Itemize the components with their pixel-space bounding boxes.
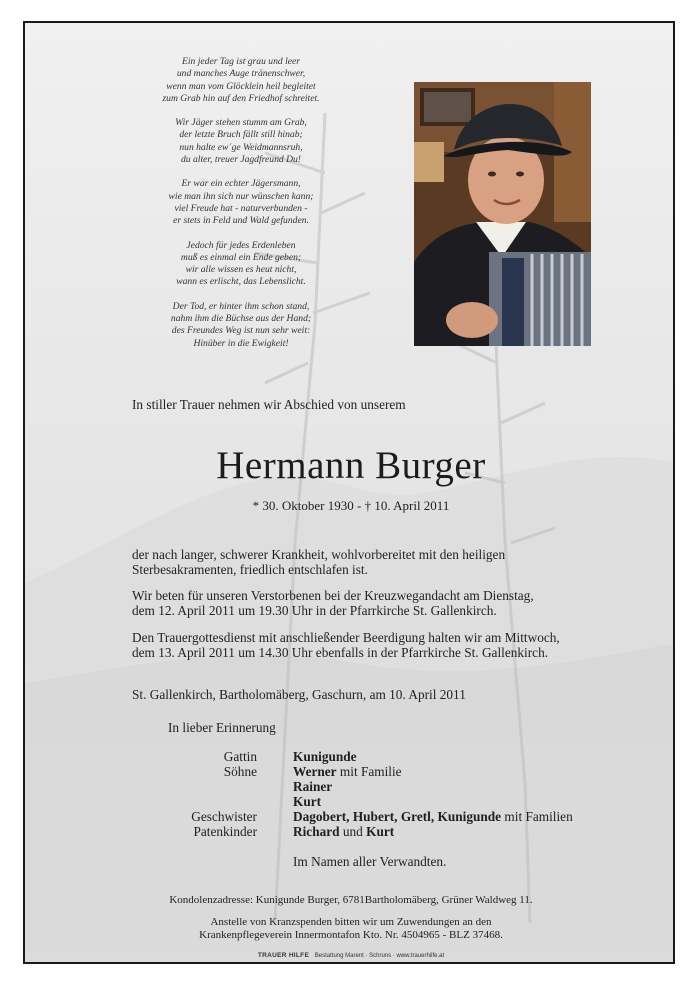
poem-line: Ein jeder Tag ist grau und leer xyxy=(182,56,300,67)
intro-text: In stiller Trauer nehmen wir Abschied von unserem xyxy=(132,397,406,412)
relative-label-siblings: Geschwister xyxy=(191,809,257,824)
relative-label-sons: Söhne xyxy=(223,764,257,779)
poem-line: wir alle wissen es heut nicht, xyxy=(185,264,297,276)
obituary-card xyxy=(23,21,675,964)
poem-line: Wir Jäger stehen stumm am Grab, xyxy=(175,117,307,129)
place-and-date: St. Gallenkirch, Bartholomäberg, Gaschurn, am 10. April 2011 xyxy=(132,687,466,702)
paragraph-line: dem 13. April 2011 um 14.30 Uhr ebenfalls in der Pfarrkirche St. Gallenkirch. xyxy=(132,645,549,660)
paragraph-line: Sterbesakramenten, friedlich entschlafen ist. xyxy=(132,562,368,577)
poem-line: Jedoch für jedes Erdenleben xyxy=(186,239,296,251)
relative-label-godchildren: Patenkinder xyxy=(193,824,257,839)
poem-line: Der Tod, er hinter ihm schon stand, xyxy=(172,300,310,312)
poem-line: und manches Auge tränenschwer, xyxy=(176,68,306,80)
poem-line: wie man ihn sich nur wünschen kann; xyxy=(168,190,314,202)
poem-line: Er war ein echter Jägersmann, xyxy=(181,178,301,190)
name-bold: Kurt xyxy=(293,794,322,809)
name-suffix: mit Familien xyxy=(501,809,573,824)
deceased-name: Hermann Burger xyxy=(216,444,486,487)
poem xyxy=(131,56,351,362)
poem-stanza xyxy=(131,301,351,350)
poem-stanza xyxy=(131,56,351,105)
memory-heading: In lieber Erinnerung xyxy=(168,720,276,735)
relative-name-son xyxy=(293,764,402,780)
condolence-address: Kondolenzadresse: Kunigunde Burger, 6781Bartholomäberg, Grüner Waldweg 11. xyxy=(169,894,533,906)
poem-line: viel Freude hat - naturverbunden - xyxy=(174,202,308,214)
closing-line: Im Namen aller Verwandten. xyxy=(293,854,447,869)
poem-line: Hinüber in die Ewigkeit! xyxy=(193,337,289,349)
name-bold: Richard xyxy=(293,824,340,839)
footer-brand: TRAUER HILFE xyxy=(257,952,310,959)
name-bold: Kurt xyxy=(366,824,395,839)
relative-name-godchildren xyxy=(293,824,394,840)
donation-line: Anstelle von Kranzspenden bitten wir um Zuwendungen an den xyxy=(210,916,492,928)
paragraph-line: Wir beten für unseren Verstorbenen bei der Kreuzwegandacht am Dienstag, xyxy=(132,588,534,603)
donation-line: Krankenpflegeverein Innermontafon Kto. Nr. 4504965 - BLZ 37468. xyxy=(199,929,503,941)
poem-line: nahm ihm die Büchse aus der Hand; xyxy=(170,313,312,325)
paragraph-line: Den Trauergottesdienst mit anschließender Beerdigung halten wir am Mittwoch, xyxy=(132,630,560,645)
name-joiner: und xyxy=(339,824,367,839)
relative-name-siblings xyxy=(293,809,573,825)
name-bold: Kunigunde xyxy=(293,749,357,764)
poem-line: wann es erlischt, das Lebenslicht. xyxy=(176,276,306,288)
poem-line: wenn man vom Glöcklein heil begleitet xyxy=(166,80,316,92)
poem-stanza xyxy=(131,178,351,227)
poem-line: du alter, treuer Jagdfreund Du! xyxy=(181,154,301,166)
life-dates: * 30. Oktober 1930 - † 10. April 2011 xyxy=(252,498,450,513)
paragraph-line: dem 12. April 2011 um 19.30 Uhr in der Pfarrkirche St. Gallenkirch. xyxy=(132,603,497,618)
relative-name-spouse xyxy=(293,749,357,765)
poem-line: muß es einmal ein Ende geben; xyxy=(180,251,302,263)
poem-line: des Freundes Weg ist nun sehr weit: xyxy=(171,325,311,337)
name-bold: Werner xyxy=(293,764,337,779)
portrait-photo xyxy=(414,82,591,346)
poem-stanza xyxy=(131,240,351,289)
footer-text: Bestattung Marent · Schruns · www.trauerhilfe.at xyxy=(314,953,445,959)
name-suffix: mit Familie xyxy=(336,764,402,779)
poem-stanza xyxy=(131,117,351,166)
name-bold: Rainer xyxy=(293,779,333,794)
poem-line: zum Grab hin auf den Friedhof schreitet. xyxy=(162,92,320,104)
poem-line: der letzte Bruch fällt still hinab; xyxy=(179,129,303,141)
relative-name-son xyxy=(293,794,321,810)
name-bold: Dagobert, Hubert, Gretl, Kunigunde xyxy=(293,809,502,824)
relative-name-son xyxy=(293,779,332,795)
relative-label-spouse: Gattin xyxy=(223,749,257,764)
poem-line: nun halte ew´ge Weidmannsruh, xyxy=(179,141,303,153)
paragraph-line: der nach langer, schwerer Krankheit, wohlvorbereitet mit den heiligen xyxy=(132,547,506,562)
poem-line: er stets in Feld und Wald gefunden. xyxy=(173,215,309,227)
footer xyxy=(25,952,675,959)
